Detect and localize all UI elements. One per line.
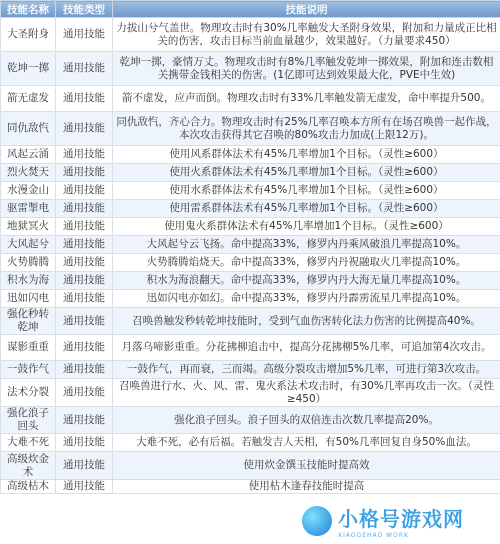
skill-desc-cell: 强化浪子回头。浪子回头的双倍连击次数几率提高20%。	[113, 407, 500, 434]
skill-desc-cell: 使用雷系群体法术有45%几率增加1个目标。（灵性≥600）	[113, 200, 500, 218]
skill-type-cell: 通用技能	[56, 361, 113, 379]
skill-name-cell: 火势腾腾	[1, 254, 56, 272]
skill-type-cell: 通用技能	[56, 480, 113, 494]
table-row	[1, 254, 500, 272]
skill-desc-cell: 积水为海浪翻天。命中提高33%，修罗内丹大海无量几率提高10%。	[113, 272, 500, 290]
skill-desc-cell: 使用枯木逢春技能时提高	[113, 480, 500, 494]
table-header-row	[1, 1, 500, 18]
skill-type-cell: 通用技能	[56, 434, 113, 452]
skill-name-cell: 驱雷掣电	[1, 200, 56, 218]
skill-desc-cell: 使用水系群体法术有45%几率增加1个目标。（灵性≥600）	[113, 182, 500, 200]
skill-type-cell: 通用技能	[56, 164, 113, 182]
table-row	[1, 182, 500, 200]
skill-type-cell: 通用技能	[56, 18, 113, 52]
skill-name-cell: 水漫金山	[1, 182, 56, 200]
skill-name-cell: 高级枯木	[1, 480, 56, 494]
skill-type-cell: 通用技能	[56, 407, 113, 434]
table-row	[1, 434, 500, 452]
watermark-title: 小格号游戏网	[338, 507, 464, 531]
table-row	[1, 272, 500, 290]
table-row	[1, 112, 500, 146]
skill-name-cell: 强化秒转乾坤	[1, 308, 56, 335]
skill-name-cell: 同仇敌忾	[1, 112, 56, 146]
watermark	[302, 504, 492, 538]
skill-name-cell: 谋影重重	[1, 335, 56, 361]
skill-desc-cell: 召唤兽触发秒转乾坤技能时，受到气血伤害转化法力伤害的比例提高40%。	[113, 308, 500, 335]
table-row	[1, 52, 500, 86]
skill-name-cell: 大难不死	[1, 434, 56, 452]
skill-type-cell: 通用技能	[56, 52, 113, 86]
skill-desc-cell: 使用风系群体法术有45%几率增加1个目标。（灵性≥600）	[113, 146, 500, 164]
table-row	[1, 200, 500, 218]
watermark-subtitle: XIAOGEHAO WORK	[338, 532, 409, 539]
skill-type-cell: 通用技能	[56, 86, 113, 112]
skill-type-cell: 通用技能	[56, 290, 113, 308]
table-row	[1, 164, 500, 182]
skill-type-cell: 通用技能	[56, 200, 113, 218]
skill-desc-cell: 箭不虚发，应声而倒。物理攻击时有33%几率触发箭无虚发，命中率提升500。	[113, 86, 500, 112]
skill-type-cell: 通用技能	[56, 379, 113, 407]
skill-type-cell: 通用技能	[56, 182, 113, 200]
skill-desc-cell: 大难不死，必有后福。若触发吉人天相，有50%几率回复自身50%血法。	[113, 434, 500, 452]
header-skill-desc: 技能说明	[113, 1, 500, 18]
skill-name-cell: 迅如闪电	[1, 290, 56, 308]
skill-type-cell: 通用技能	[56, 218, 113, 236]
skill-desc-cell: 迅如闪电亦如幻。命中提高33%，修罗内丹霹雳流星几率提高10%。	[113, 290, 500, 308]
table-row	[1, 290, 500, 308]
table-row	[1, 86, 500, 112]
header-skill-name: 技能名称	[1, 1, 56, 18]
skill-name-cell: 高级炊金术	[1, 452, 56, 480]
skill-desc-cell: 乾坤一掷，豪情万丈。物理攻击时有8%几率触发乾坤一掷效果，附加和连击数相关携带金钱相关的伤害。(1亿即可达到效果最大化，PVE中生效)	[113, 52, 500, 86]
skill-desc-cell: 力拔山兮气盖世。物理攻击时有30%几率触发大圣附身效果，附加和力量成正比相关的伤害，攻击目标当前血量越少，效果越好。（力量要求450）	[113, 18, 500, 52]
watermark-logo-icon	[302, 506, 332, 536]
skill-name-cell: 一鼓作气	[1, 361, 56, 379]
skill-name-cell: 乾坤一掷	[1, 52, 56, 86]
skill-name-cell: 大圣附身	[1, 18, 56, 52]
skill-type-cell: 通用技能	[56, 236, 113, 254]
table-row	[1, 236, 500, 254]
skill-desc-cell: 使用火系群体法术有45%几率增加1个目标。（灵性≥600）	[113, 164, 500, 182]
table-row	[1, 407, 500, 434]
skill-name-cell: 强化浪子回头	[1, 407, 56, 434]
table-row	[1, 335, 500, 361]
skill-name-cell: 风起云涌	[1, 146, 56, 164]
skill-name-cell: 积水为海	[1, 272, 56, 290]
skill-name-cell: 法术分裂	[1, 379, 56, 407]
skill-desc-cell: 火势腾腾焰烧天。命中提高33%，修罗内丹祝融取火几率提高10%。	[113, 254, 500, 272]
table-row	[1, 361, 500, 379]
table-row	[1, 218, 500, 236]
skill-desc-cell: 召唤兽进行水、火、风、雷、鬼火系法术攻击时，有30%几率再攻击一次。（灵性≥450）	[113, 379, 500, 407]
table-row	[1, 452, 500, 480]
skill-desc-cell: 使用炊金馔玉技能时提高效	[113, 452, 500, 480]
skill-name-cell: 地狱冥火	[1, 218, 56, 236]
table-row	[1, 18, 500, 52]
table-row	[1, 480, 500, 494]
skill-name-cell: 箭无虚发	[1, 86, 56, 112]
skill-desc-cell: 月落乌啼影重重。分花拂柳追击中，提高分花拂柳5%几率，可追加第4次攻击。	[113, 335, 500, 361]
skill-desc-cell: 一鼓作气，再而衰，三而竭。高级分裂攻击增加5%几率，可进行第3次攻击。	[113, 361, 500, 379]
skill-type-cell: 通用技能	[56, 335, 113, 361]
header-skill-type: 技能类型	[56, 1, 113, 18]
skill-desc-cell: 大风起兮云飞扬。命中提高33%，修罗内丹乘风破浪几率提高10%。	[113, 236, 500, 254]
skill-type-cell: 通用技能	[56, 452, 113, 480]
skill-desc-cell: 使用鬼火系群体法术有45%几率增加1个目标。（灵性≥600）	[113, 218, 500, 236]
skill-name-cell: 烈火焚天	[1, 164, 56, 182]
skill-type-cell: 通用技能	[56, 254, 113, 272]
skill-type-cell: 通用技能	[56, 308, 113, 335]
skill-type-cell: 通用技能	[56, 112, 113, 146]
skill-desc-cell: 同仇敌忾，齐心合力。物理攻击时有25%几率召唤本方所有在场召唤兽一起作战，本次攻击获得其它召唤的80%攻击力加成(上限12万)。	[113, 112, 500, 146]
skill-name-cell: 大风起兮	[1, 236, 56, 254]
table-row	[1, 379, 500, 407]
table-row	[1, 146, 500, 164]
table-row	[1, 308, 500, 335]
skill-type-cell: 通用技能	[56, 146, 113, 164]
skill-type-cell: 通用技能	[56, 272, 113, 290]
